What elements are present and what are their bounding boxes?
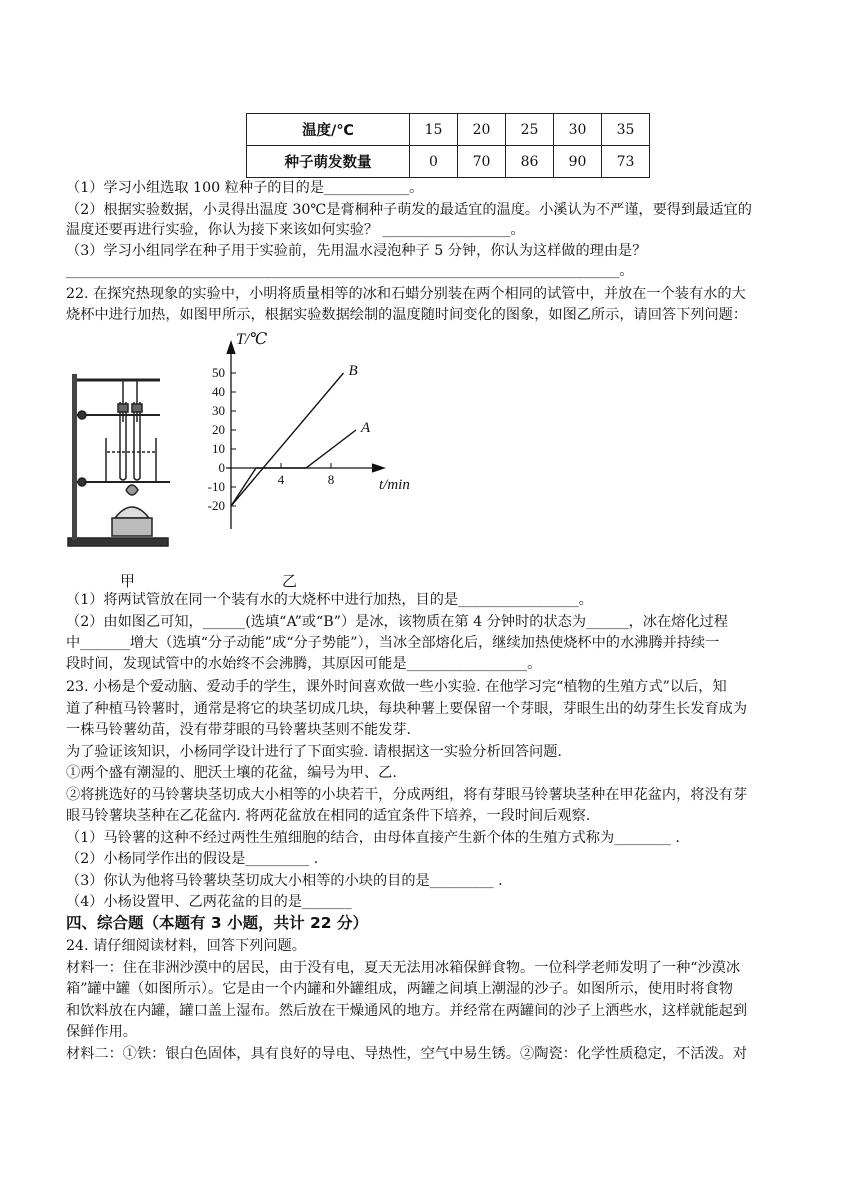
table-row bbox=[247, 146, 650, 178]
q22-part1: （1）将两试管放在同一个装有水的大烧杯中进行加热，目的是_________________。 bbox=[66, 592, 593, 608]
table-cell: 15 bbox=[410, 114, 458, 146]
table-header-count: 种子萌发数量 bbox=[247, 146, 410, 178]
table-cell: 20 bbox=[458, 114, 506, 146]
temperature-time-graph bbox=[186, 322, 436, 552]
y-axis-label: T/℃ bbox=[236, 331, 268, 348]
q23-line3: 一株马铃薯幼苗，没有带芽眼的马铃薯块茎则不能发芽. bbox=[66, 722, 412, 738]
y-tick-label: 0 bbox=[218, 460, 225, 475]
y-tick-label: -20 bbox=[207, 498, 225, 513]
table-cell: 25 bbox=[506, 114, 554, 146]
table-cell: 90 bbox=[554, 146, 602, 178]
q21-part3-line1: （3）学习小组同学在种子用于实验前，先用温水浸泡种子 5 分钟，你认为这样做的理由是？ bbox=[66, 243, 647, 259]
apparatus-figure bbox=[60, 360, 180, 555]
material1-line3: 和饮料放在内罐，罐口盖上湿布。然后放在干燥通风的地方。并经常在两罐间的沙子上洒些水，这样就能起到 bbox=[66, 1003, 748, 1019]
q23-part4: （4）小杨设置甲、乙两花盆的目的是_______ bbox=[66, 894, 352, 910]
figure-caption-jia: 甲 bbox=[120, 572, 136, 590]
y-tick-label: 20 bbox=[212, 422, 225, 437]
q23-line6: ②将挑选好的马铃薯块茎切成大小相等的小块若干，分成两组，将有芽眼马铃薯块茎种在甲花盆内，将没有芽 bbox=[66, 787, 748, 803]
x-tick-label: 4 bbox=[277, 472, 285, 487]
q24-stem: 24. 请仔细阅读材料，回答下列问题。 bbox=[66, 938, 306, 954]
q21-part2-line2: 温度还要再进行实验，你认为接下来该如何实验？ __________________。 bbox=[66, 222, 525, 238]
q23-line1: 23. 小杨是个爱动脑、爱动手的学生，课外时间喜欢做一些小实验. 在他学习完“植物的生殖方式”以后，知 bbox=[66, 679, 727, 695]
table-cell: 86 bbox=[506, 146, 554, 178]
material1-line2: 箱”罐中罐（如图所示）。它是由一个内罐和外罐组成，两罐之间填上潮湿的沙子。如图所示，使用时将食物 bbox=[66, 981, 733, 997]
q22-part2-line2: 中_______增大（选填“分子动能”成“分子势能”），当冰全部熔化后，继续加热使烧杯中的水沸腾并持续一 bbox=[66, 635, 720, 651]
table-cell: 73 bbox=[602, 146, 650, 178]
q22-stem-line1: 22. 在探究热现象的实验中，小明将质量相等的冰和石蜡分别装在两个相同的试管中，并放在一个装有水的大 bbox=[66, 286, 746, 302]
y-tick-label: 50 bbox=[212, 365, 225, 380]
q21-part2-line1: （2）根据实验数据，小灵得出温度 30℃是膏桐种子萌发的最适宜的温度。小溪认为不严谨，要得到最适宜的 bbox=[66, 202, 752, 218]
q21-part1: （1）学习小组选取 100 粒种子的目的是____________。 bbox=[66, 180, 424, 196]
q23-line7: 眼马铃薯块茎种在乙花盆内. 将两花盆放在相同的适宜条件下培养，一段时间后观察. bbox=[66, 808, 591, 824]
y-tick-label: 10 bbox=[212, 441, 225, 456]
table-row bbox=[247, 114, 650, 146]
series-label-B: B bbox=[348, 363, 358, 379]
table-cell: 70 bbox=[458, 146, 506, 178]
y-tick-label: 30 bbox=[212, 403, 225, 418]
table-header-temperature: 温度/℃ bbox=[247, 114, 410, 146]
q22-part2-line1: （2）由如图乙可知，______(选填“A”或“B”）是冰，该物质在第 4 分钟时的状态为______，冰在熔化过程 bbox=[66, 614, 728, 630]
q23-part1: （1）马铃薯的这种不经过两性生殖细胞的结合，由母体直接产生新个体的生殖方式称为________ . bbox=[66, 830, 680, 846]
table-cell: 35 bbox=[602, 114, 650, 146]
q23-line4: 为了验证该知识，小杨同学设计进行了下面实验. 请根据这一实验分析回答问题. bbox=[66, 744, 562, 760]
section-title: 四、综合题（本题有 3 小题，共计 22 分） bbox=[66, 914, 368, 932]
y-tick-label: 40 bbox=[212, 384, 225, 399]
germination-table bbox=[246, 113, 650, 178]
series-label-A: A bbox=[361, 420, 371, 436]
q23-part2: （2）小杨同学作出的假设是_________ . bbox=[66, 851, 319, 867]
material1-line4: 保鲜作用。 bbox=[66, 1024, 137, 1040]
x-tick-label: 8 bbox=[327, 472, 335, 487]
material1-line1: 材料一：住在非洲沙漠中的居民，由于没有电，夏天无法用冰箱保鲜食物。一位科学老师发明了一种“沙漠冰 bbox=[66, 960, 741, 976]
q22-part2-line3: 段时间，发现试管中的水始终不会沸腾，其原因可能是_________________。 bbox=[66, 656, 542, 672]
x-axis-label: t/min bbox=[379, 477, 410, 493]
table-cell: 0 bbox=[410, 146, 458, 178]
q22-stem-line2: 烧杯中进行加热，如图甲所示，根据实验数据绘制的温度随时间变化的图象，如图乙所示，请回答下列问题： bbox=[66, 307, 748, 323]
q21-part3-line2: ______________________________________________________________________________。 bbox=[66, 263, 634, 279]
material2-line1: 材料二：①铁：银白色固体，具有良好的导电、导热性，空气中易生锈。②陶瓷：化学性质稳定，不活泼。对 bbox=[66, 1046, 748, 1062]
q23-part3: （3）你认为他将马铃薯块茎切成大小相等的小块的目的是_________ . bbox=[66, 873, 503, 889]
figure-caption-yi: 乙 bbox=[282, 572, 298, 590]
y-tick-label: -10 bbox=[207, 479, 225, 494]
table-cell: 30 bbox=[554, 114, 602, 146]
q23-line2: 道了种植马铃薯时，通常是将它的块茎切成几块，每块种薯上要保留一个芽眼，芽眼生出的幼芽生长发育成为 bbox=[66, 701, 748, 717]
series-line-B bbox=[231, 373, 344, 506]
q23-line5: ①两个盛有潮湿的、肥沃土壤的花盆，编号为甲、乙. bbox=[66, 765, 397, 781]
